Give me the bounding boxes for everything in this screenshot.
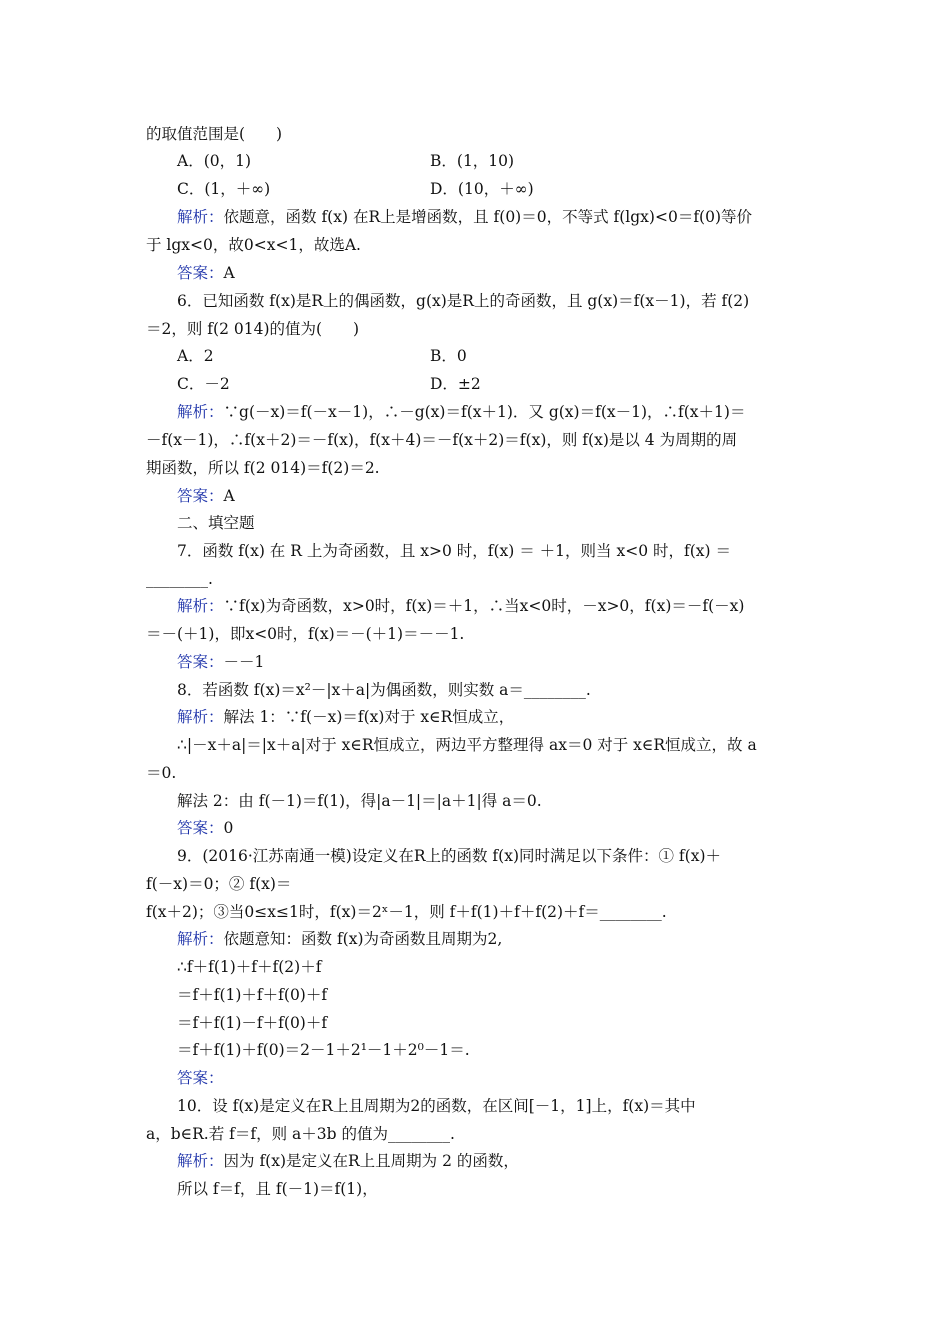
q5-option-d: D．(10，＋∞) bbox=[430, 180, 534, 198]
q6-analysis-line3: 期函数，所以 f(2 014)＝f(2)＝2. bbox=[146, 459, 380, 477]
q7-analysis-line2: ＝－(＋1)，即x<0时，f(x)＝－(＋1)＝－－1. bbox=[146, 625, 465, 643]
q9-answer bbox=[177, 1068, 837, 1088]
q5-option-b: B．(1，10) bbox=[430, 152, 515, 170]
q9-analysis-line5: ＝f＋f(1)＋f(0)＝2－1＋2¹－1＋2⁰－1＝. bbox=[177, 1041, 470, 1059]
q6-answer bbox=[177, 486, 837, 506]
answer-label: 答案： bbox=[177, 819, 224, 837]
q9-stem-line1: 9．(2016·江苏南通一模)设定义在R上的函数 f(x)同时满足以下条件：① f(x)＋ bbox=[177, 847, 722, 865]
q8-analysis-line1: 解法 1：∵f(－x)＝f(x)对于 x∈R恒成立， bbox=[223, 708, 515, 726]
q6-option-d: D．±2 bbox=[430, 375, 481, 393]
answer-label: 答案： bbox=[177, 653, 224, 671]
q5-answer-value: A bbox=[223, 264, 235, 282]
q9-stem-line3: f(x＋2)；③当0≤x≤1时，f(x)＝2ˣ－1，则 f＋f(1)＋f＋f(2)＋f＝________. bbox=[146, 903, 667, 921]
analysis-label: 解析： bbox=[177, 930, 224, 948]
answer-label: 答案： bbox=[177, 487, 224, 505]
q7-analysis bbox=[177, 596, 837, 616]
q6-option-a: A．2 bbox=[177, 347, 214, 365]
q9-stem-line2: f(－x)＝0；② f(x)＝ bbox=[146, 875, 292, 893]
q9-analysis bbox=[177, 929, 837, 949]
q9-analysis-line2: ∴f＋f(1)＋f＋f(2)＋f bbox=[177, 958, 322, 976]
q9-analysis-line4: ＝f＋f(1)－f＋f(0)＋f bbox=[177, 1014, 328, 1032]
q10-analysis-line2: 所以 f＝f，且 f(－1)＝f(1)， bbox=[177, 1180, 378, 1198]
q5-analysis bbox=[177, 207, 806, 227]
answer-label: 答案： bbox=[177, 264, 224, 282]
analysis-label: 解析： bbox=[177, 403, 224, 421]
q5-option-c: C．(1，＋∞) bbox=[177, 180, 271, 198]
q5-analysis-line2: 于 lgx<0，故0<x<1，故选A. bbox=[146, 236, 361, 254]
q7-answer bbox=[177, 652, 837, 672]
q8-analysis-line4: 解法 2：由 f(－1)＝f(1)，得|a－1|＝|a＋1|得 a＝0. bbox=[177, 792, 542, 810]
q10-analysis-line1: 因为 f(x)是定义在R上且周期为 2 的函数， bbox=[223, 1152, 519, 1170]
q6-option-b: B．0 bbox=[430, 347, 467, 365]
q7-stem-line1: 7．函数 f(x) 在 R 上为奇函数，且 x>0 时，f(x) ＝ ＋1，则当 x<0 时，f(x) ＝ bbox=[177, 542, 731, 560]
analysis-label: 解析： bbox=[177, 1152, 224, 1170]
q6-answer-value: A bbox=[223, 487, 235, 505]
q6-analysis bbox=[177, 402, 837, 422]
q5-analysis-line1: 依题意，函数 f(x) 在R上是增函数，且 f(0)＝0，不等式 f(lgx)<0＝f(0)等价 bbox=[223, 208, 753, 226]
analysis-label: 解析： bbox=[177, 708, 224, 726]
q5-answer bbox=[177, 263, 837, 283]
q7-answer-value: －－1 bbox=[223, 653, 265, 671]
q6-stem-line1: 6．已知函数 f(x)是R上的偶函数，g(x)是R上的奇函数，且 g(x)＝f(x－1)，若 f(2) bbox=[177, 292, 750, 310]
q6-analysis-line2: －f(x－1)，∴f(x＋2)＝－f(x)，f(x＋4)＝－f(x＋2)＝f(x)，则 f(x)是以 4 为周期的周 bbox=[146, 431, 738, 449]
q10-analysis bbox=[177, 1151, 837, 1171]
q9-analysis-line1: 依题意知：函数 f(x)为奇函数且周期为2, bbox=[223, 930, 503, 948]
q9-analysis-line3: ＝f＋f(1)＋f＋f(0)＋f bbox=[177, 986, 328, 1004]
q10-stem-line1: 10．设 f(x)是定义在R上且周期为2的函数，在区间[－1，1]上，f(x)＝其中 bbox=[177, 1097, 696, 1115]
q8-stem: 8．若函数 f(x)＝x²－|x＋a|为偶函数，则实数 a＝________. bbox=[177, 681, 591, 699]
q7-analysis-line1: ∵f(x)为奇函数，x>0时，f(x)＝＋1，∴当x<0时，－x>0，f(x)＝－f(－x) bbox=[223, 597, 745, 615]
q10-stem-line2: a，b∈R.若 f＝f，则 a＋3b 的值为________. bbox=[146, 1125, 455, 1143]
q5-option-a: A．(0，1) bbox=[177, 152, 252, 170]
analysis-label: 解析： bbox=[177, 208, 224, 226]
analysis-label: 解析： bbox=[177, 597, 224, 615]
q6-analysis-line1: ∵g(－x)＝f(－x－1)，∴－g(x)＝f(x＋1)．又 g(x)＝f(x－1)，∴f(x＋1)＝ bbox=[223, 403, 746, 421]
q8-answer bbox=[177, 818, 837, 838]
q8-analysis bbox=[177, 707, 837, 727]
q8-answer-value: 0 bbox=[223, 819, 234, 837]
q6-stem-line2: ＝2，则 f(2 014)的值为( ) bbox=[146, 320, 360, 338]
q6-option-c: C．－2 bbox=[177, 375, 230, 393]
section-title: 二、填空题 bbox=[177, 514, 255, 532]
q8-analysis-line2: ∴|－x＋a|＝|x＋a|对于 x∈R恒成立，两边平方整理得 ax＝0 对于 x∈R恒成立，故 a bbox=[177, 736, 757, 754]
q5-stem-tail: 的取值范围是( ) bbox=[146, 125, 283, 143]
q7-stem-line2: ________. bbox=[146, 570, 213, 588]
q8-analysis-line3: ＝0. bbox=[146, 764, 177, 782]
answer-label: 答案： bbox=[177, 1069, 224, 1087]
